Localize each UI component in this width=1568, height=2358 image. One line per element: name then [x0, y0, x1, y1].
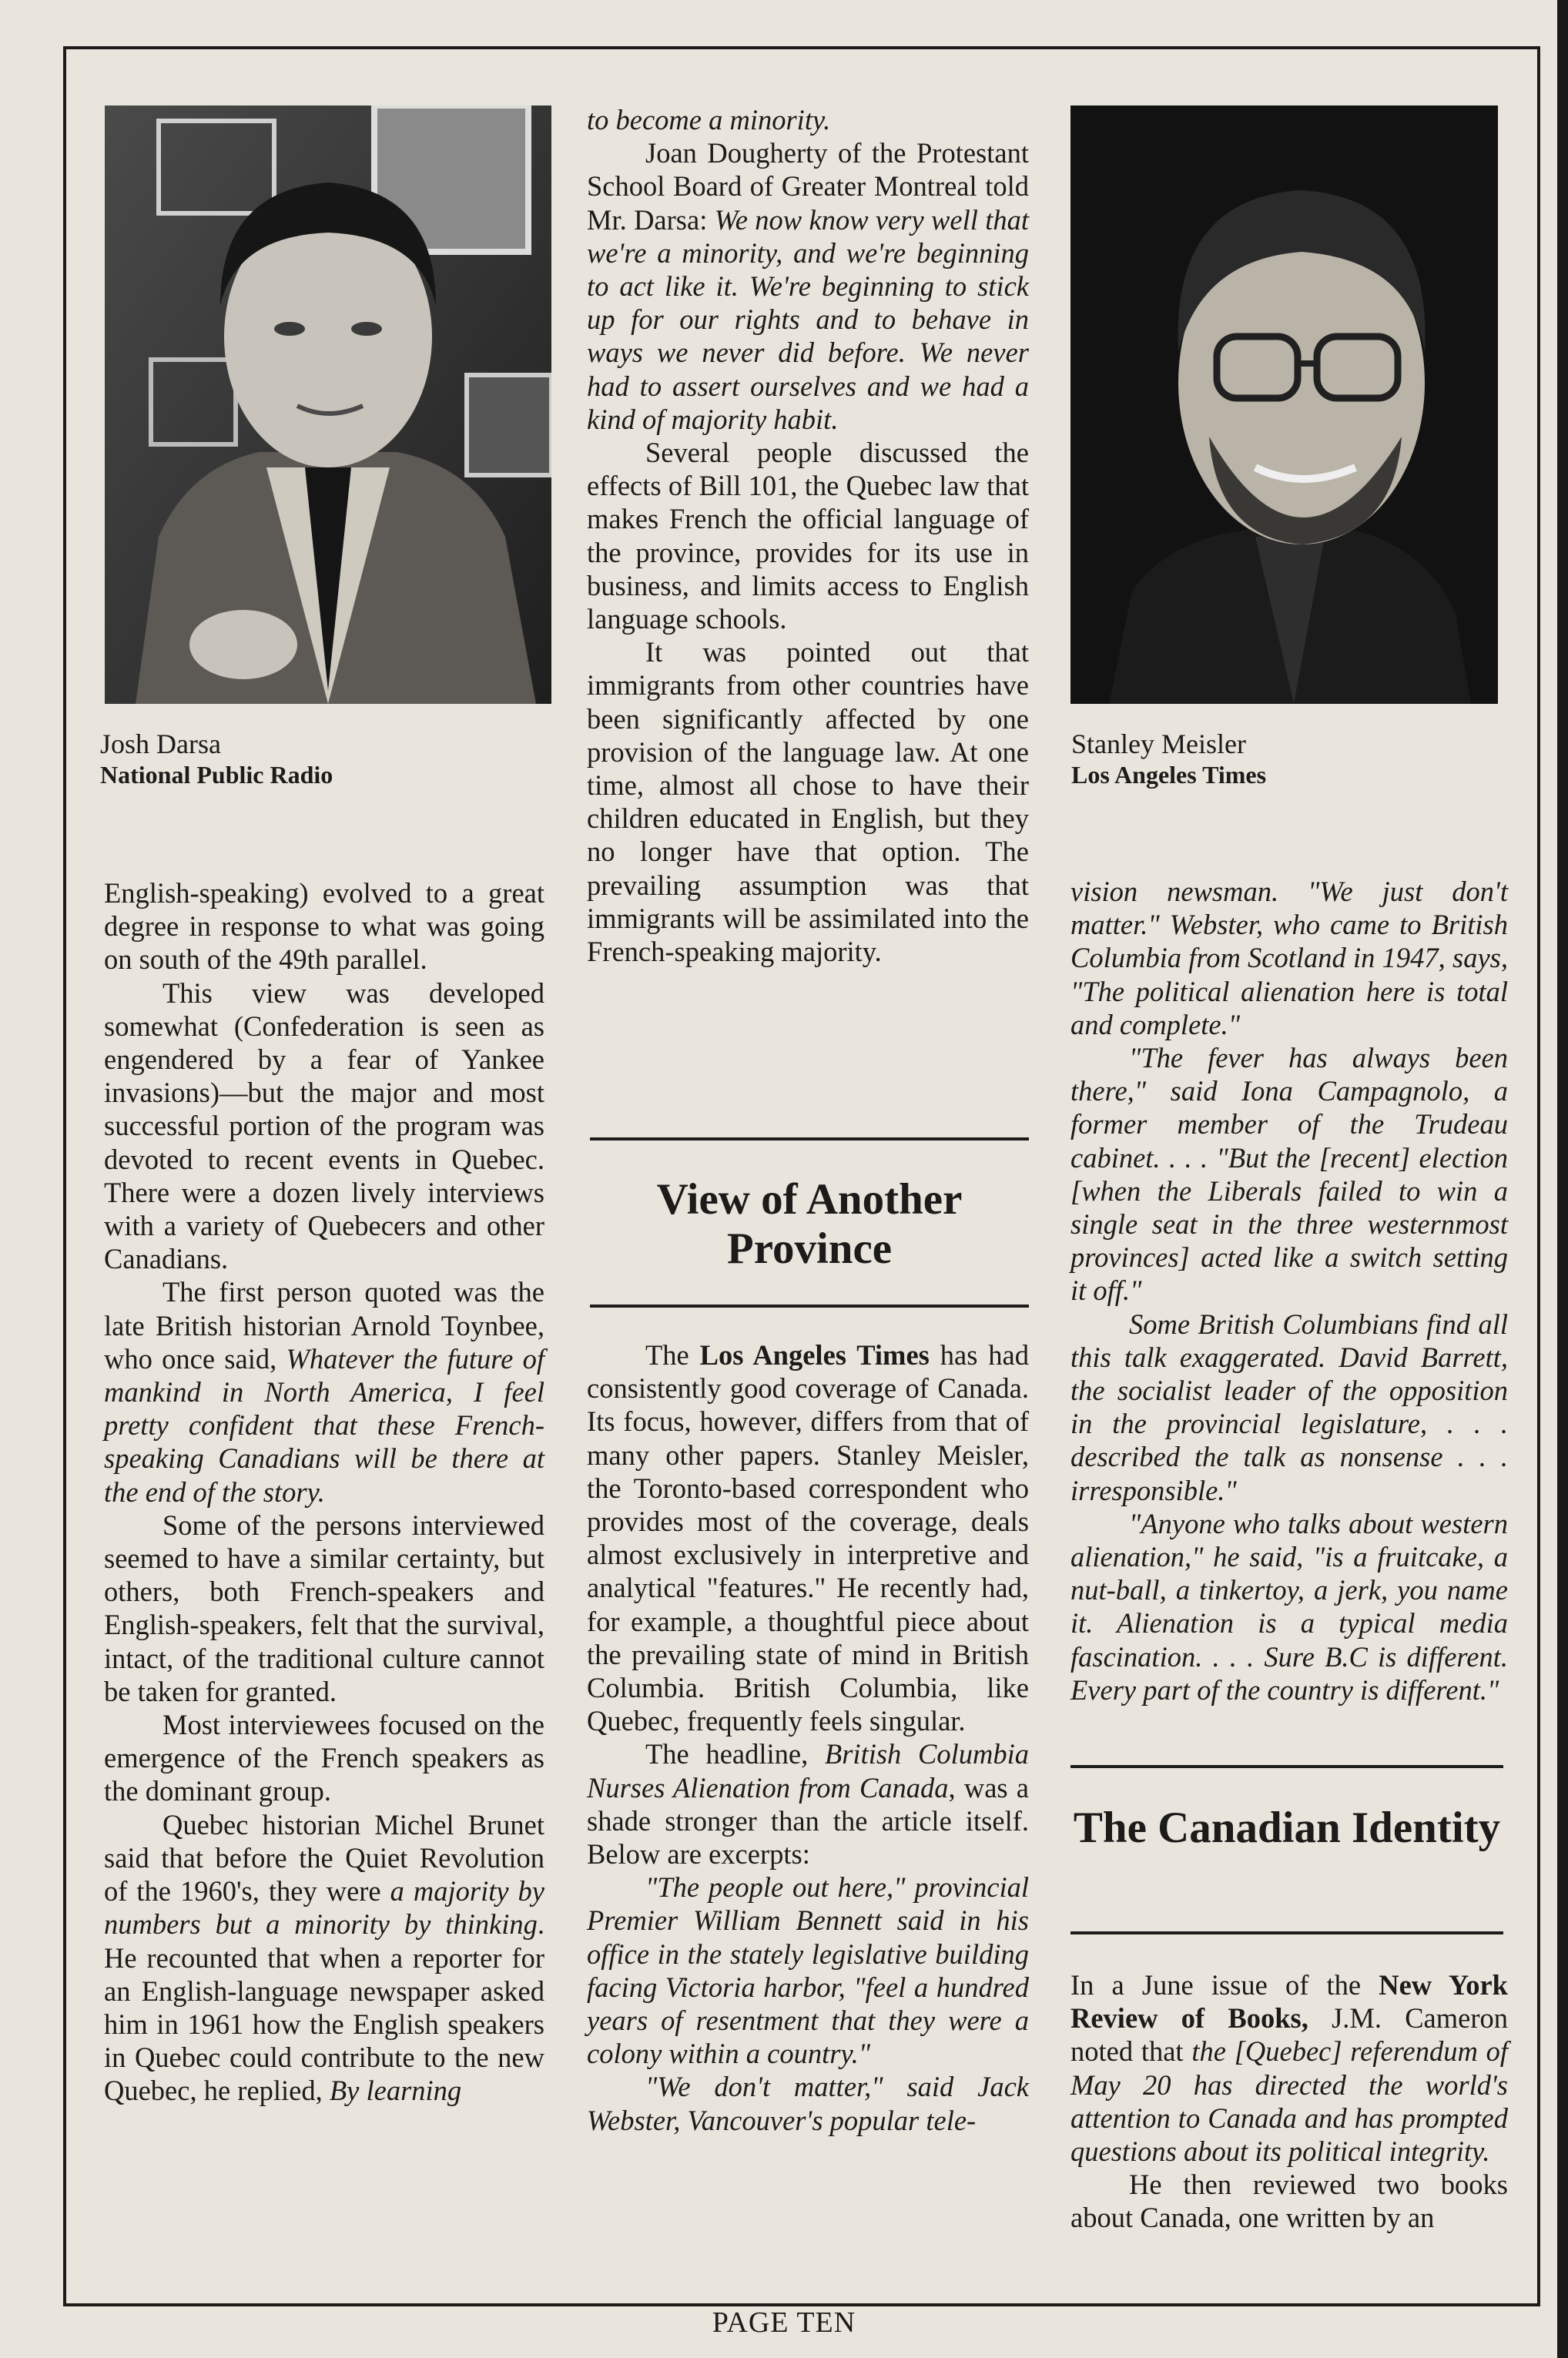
column-2-lower-text: [587, 1338, 1029, 2137]
paragraph: Some of the persons interviewed seemed to have a similar certainty, but others, both French-speakers and English-speakers, felt that the survival, intact, of the traditional culture cannot be taken for granted.: [104, 1509, 544, 1707]
paragraph: Quebec historian Michel Brunet said that before the Quiet Revolution of the 1960's, they were a majority by numbers but a minority by thinking. He recounted that when a reporter for an English-language newspaper asked him in 1961 how the English speakers in Quebec could contribute to the new Quebec, he replied, By learning: [104, 1808, 544, 2107]
headline-the-canadian-identity: The Canadian Identity: [1073, 1804, 1501, 1852]
caption-name: Stanley Meisler: [1071, 729, 1246, 759]
section-rule: [590, 1137, 1029, 1140]
paragraph: "Anyone who talks about western alienation," he said, "is a fruitcake, a nut-ball, a tinkertoy, a jerk, you name it. Alienation is a typical media fascination. . . . Sure B.C is different. Every part of the country is different.": [1070, 1507, 1508, 1706]
paragraph: to become a minority.: [587, 104, 831, 136]
paragraph: English-speaking) evolved to a great degree in response to what was going on south of the 49th parallel.: [104, 877, 544, 976]
headline-view-of-another-province: View of Another Province: [656, 1175, 963, 1273]
paragraph: Joan Dougherty of the Protestant School Board of Greater Montreal told Mr. Darsa: We now know very well that we're a minority, and we're beginning to act like it. We're beginning to stick up for our rights and to behave in ways we never did before. We never had to assert ourselves and we had a kind of majority habit.: [587, 137, 1030, 435]
column-3-upper-text: [1070, 875, 1508, 1707]
column-1-text: [104, 876, 544, 2108]
scan-edge: [1557, 0, 1568, 2358]
paragraph: This view was developed somewhat (Confederation is seen as engendered by a fear of Yankee invasions)—but the major and most successful portion of the program was devoted to recent events in Quebec. There were a dozen lively interviews with a variety of Quebecers and other Canadians.: [104, 976, 544, 1275]
paragraph: The first person quoted was the late British historian Arnold Toynbee, who once said, Whatever the future of mankind in North America, I feel pretty confident that these French-speaking Canadians will be there at the end of the story.: [104, 1276, 545, 1508]
column-2-upper-text: [587, 103, 1029, 968]
caption-org: National Public Radio: [100, 761, 333, 789]
section-rule: [1070, 1931, 1503, 1934]
section-rule: [590, 1305, 1029, 1308]
caption-stanley-meisler: [1071, 729, 1503, 790]
photo-josh-darsa: [105, 106, 551, 704]
paragraph: vision newsman. "We just don't matter." Webster, who came to British Columbia from Scotland in 1947, says, "The political alienation here is total and complete.": [1070, 876, 1508, 1040]
caption-josh-darsa: [100, 729, 562, 790]
portrait-josh-darsa: [105, 106, 551, 704]
column-3-lower-text: [1070, 1968, 1508, 2235]
paragraph: The Los Angeles Times has had consistently good coverage of Canada. Its focus, however, differs from that of many other papers. Stanley Meisler, the Toronto-based correspondent who provides most of the coverage, deals almost exclusively in interpretive and analytical "features." He recently had, for example, a thoughtful piece about the prevailing state of mind in British Columbia. British Columbia, like Quebec, frequently feels singular.: [587, 1339, 1030, 1737]
paragraph: He then reviewed two books about Canada, one written by an: [1070, 2169, 1508, 2234]
paragraph: It was pointed out that immigrants from other countries have been significantly affected by one provision of the language law. At one time, almost all chose to have their children educated in English, but they no longer have that option. The prevailing assumption was that immigrants will be assimilated into the French-speaking majority.: [587, 636, 1029, 968]
page-number: PAGE TEN: [712, 2306, 856, 2339]
section-rule: [1070, 1765, 1503, 1768]
paragraph: "We don't matter," said Jack Webster, Vancouver's popular tele-: [587, 2071, 1029, 2136]
paragraph: Several people discussed the effects of Bill 101, the Quebec law that makes French the official language of the province, provides for its use in business, and limits access to English language schools.: [587, 437, 1029, 635]
paragraph: In a June issue of the New York Review of Books, J.M. Cameron noted that the [Quebec] referendum of May 20 has directed the world's attention to Canada and has prompted questions about its political integrity.: [1070, 1969, 1509, 2168]
paragraph: The headline, British Columbia Nurses Alienation from Canada, was a shade stronger than the article itself. Below are excerpts:: [587, 1738, 1029, 1871]
paragraph: Some British Columbians find all this talk exaggerated. David Barrett, the socialist leader of the opposition in the provincial legislature, . . . described the talk as nonsense . . . irresponsible.": [1070, 1308, 1508, 1506]
paragraph: Most interviewees focused on the emergence of the French speakers as the dominant group.: [104, 1709, 544, 1807]
caption-name: Josh Darsa: [100, 729, 221, 759]
caption-org: Los Angeles Times: [1071, 761, 1267, 789]
paragraph: "The people out here," provincial Premier William Bennett said in his office in the stately legislative building facing Victoria harbor, "feel a hundred years of resentment that they were a colony within a country.": [587, 1871, 1029, 2070]
paragraph: "The fever has always been there," said Iona Campagnolo, a former member of the Trudeau cabinet. . . . "But the [recent] election [when the Liberals failed to win a single seat in the three westernmost provinces] acted like a switch setting it off.": [1070, 1042, 1508, 1307]
portrait-stanley-meisler: [1070, 106, 1498, 704]
photo-stanley-meisler: [1070, 106, 1498, 704]
